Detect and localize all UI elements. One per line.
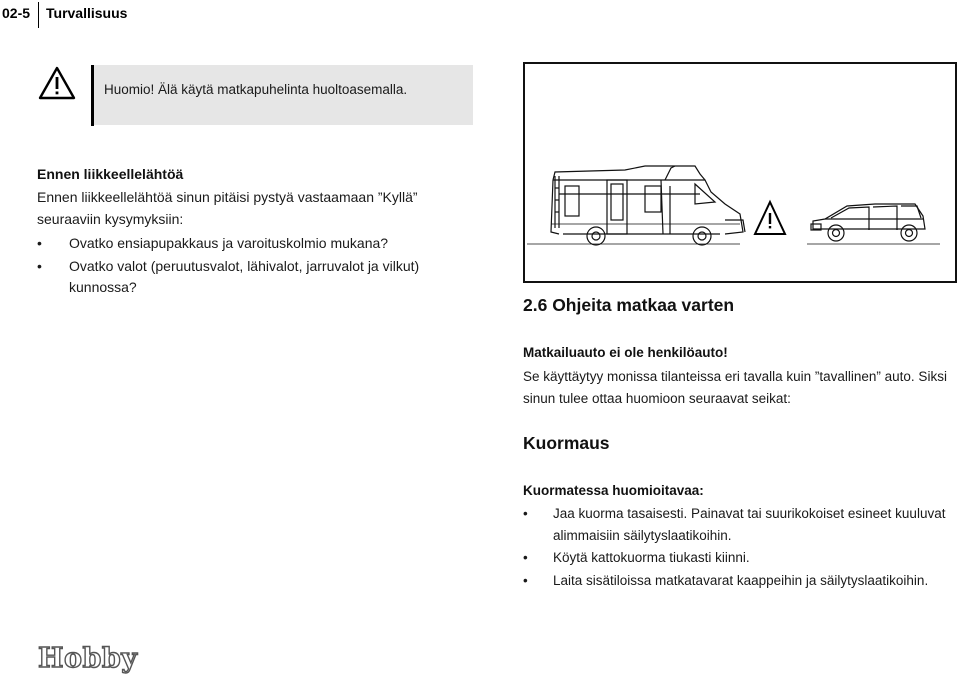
loading-sub-heading: Kuormatessa huomioitavaa: [523,483,704,498]
list-item-text: Laita sisätiloissa matkatavarat kaappeihin ja säilytyslaatikoihin. [553,572,929,588]
motorhome-icon [527,166,745,245]
list-item-text: Köytä kattokuorma tiukasti kiinni. [553,550,750,565]
loading-heading: Kuormaus [523,433,610,453]
bullet: • [37,257,42,274]
departure-paragraph: Ennen liikkeellelähtöä sinun pitäisi pystyä vastaamaan ”Kyllä” seuraaviin kysymyksiin: [37,189,418,227]
motorhome-paragraph: Se käyttäytyy monissa tilanteissa eri tavalla kuin ”tavallinen” auto. Siksi sinun tulee ottaa huomioon seuraavat seikat: [523,369,947,406]
warning-text: Huomio! Älä käytä matkapuhelinta huoltoasemalla. [104,82,408,97]
list-item [37,233,487,255]
bullet: • [37,235,42,251]
motorhome-illustration [523,62,957,283]
list-item [523,503,959,546]
motorhome-sub-heading: Matkailuauto ei ole henkilöauto! [523,345,728,360]
bullet: • [523,572,528,588]
chapter-heading: 2.6 Ohjeita matkaa varten [523,295,735,315]
bullet: • [523,550,528,565]
loading-checklist [523,503,959,592]
header-divider [38,2,39,28]
page-number: 02-5 [2,5,31,21]
list-item [523,570,959,592]
list-item [37,256,487,299]
list-item-text: Jaa kuorma tasaisesti. Painavat tai suurikokoiset esineet kuuluvat alimmaisiin säilytyslaatikoihin. [553,506,946,543]
departure-heading: Ennen liikkeellelähtöä [37,166,184,182]
hobby-logo: Hobby [38,643,138,674]
bullet: • [523,506,528,521]
car-icon [807,204,940,244]
warning-bar [91,65,94,126]
departure-checklist [37,233,487,300]
list-item [523,547,959,569]
section-title: Turvallisuus [46,5,128,21]
list-item-text: Ovatko valot (peruutusvalot, lähivalot, jarruvalot ja vilkut) kunnossa? [69,257,420,295]
warning-triangle-icon [38,66,76,100]
list-item-text: Ovatko ensiapupakkaus ja varoituskolmio mukana? [69,235,389,251]
road-warning-triangle-icon [755,202,785,234]
